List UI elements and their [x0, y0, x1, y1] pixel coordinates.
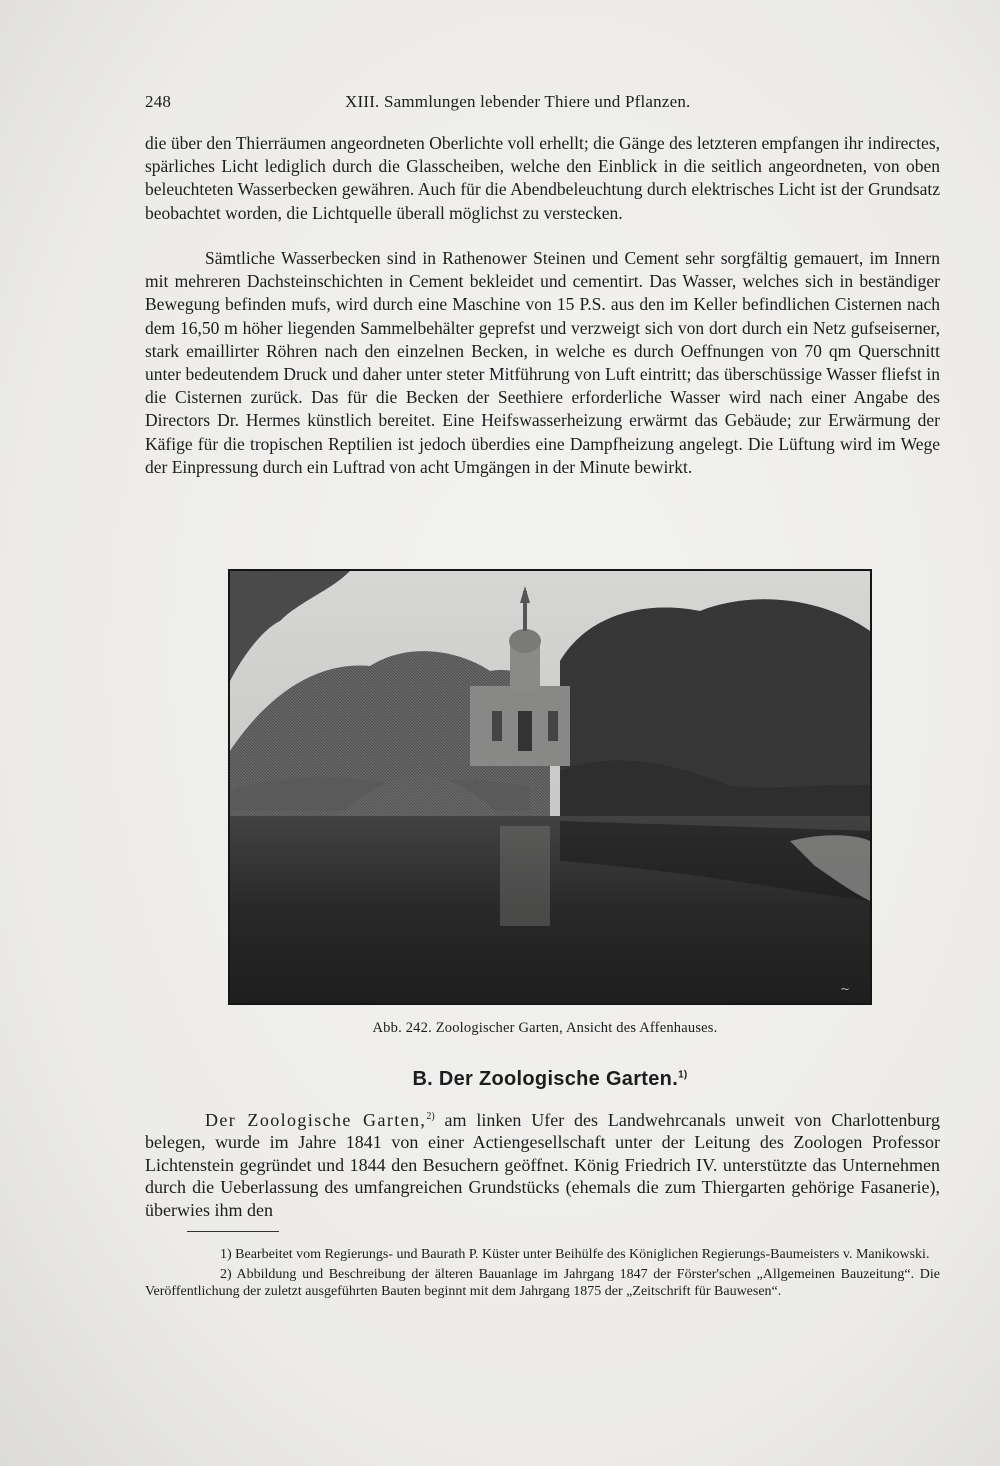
building-reflection	[500, 826, 550, 926]
paragraph-lead: Der Zoologische Garten,	[205, 1110, 427, 1130]
body-paragraph-1	[145, 132, 940, 225]
page-number: 248	[145, 92, 172, 111]
footnote-1: 1) Bearbeitet vom Regierungs- und Baurath P. Küster unter Beihülfe des Königlichen Regierungs-Baumeisters v. Manikowski.	[220, 1247, 930, 1262]
paragraph-text: Sämtliche Wasserbecken sind in Rathenower Steinen und Cement sehr sorgfältig gemauert, im Innern mit mehreren Dachsteinschichten in Cement bekleidet und cementirt. Das Wasser, welches sich in beständiger Bewegung befinden mufs, wird durch eine Maschine von 15 P.S. aus den im Keller befindlichen Cisternen nach dem 16,50 m höher liegenden Sammelbehälter geprefst und verzweigt sich von dort durch ein Netz gufseiserner, stark emaillirter Röhren nach den einzelnen Becken, in welche es durch Oeffnungen von 70 qm Querschnitt unter bedeutendem Druck und daher unter steter Mitführung von Luft eintritt; das überschüssige Wasser fliefst in die Cisternen zurück. Das für die Becken der Seethiere erforderliche Wasser wird nach einer Angabe des Directors Dr. Hermes künstlich bereitet. Eine Heifswasserheizung erwärmt das Gebäude; zur Erwärmung der Käfige für die tropischen Reptilien ist jedoch überdies eine Dampfheizung angelegt. Die Lüftung wird im Wege der Einpressung durch ein Luftrad von acht Umgängen in der Minute bewirkt.	[145, 248, 940, 477]
heading-footnote-mark: 1)	[678, 1069, 688, 1081]
footnote-mark: 2)	[426, 1111, 435, 1122]
running-title: XIII. Sammlungen lebender Thiere und Pflanzen.	[345, 92, 691, 111]
figure-caption: Abb. 242. Zoologischer Garten, Ansicht des Affenhauses.	[372, 1020, 718, 1036]
footnotes	[145, 1246, 940, 1303]
monkey-house-engraving	[230, 571, 870, 1003]
paragraph-body: am linken Ufer des Landwehrcanals unweit von Charlottenburg belegen, wurde im Jahre 1841 von einer Actiengesellschaft unter der Leitung des Zoologen Professor Lichtenstein gegründet und 1844 den Besuchern geöffnet. König Friedrich IV. unterstützte das Unternehmen durch die Ueberlassung des umfangreichen Grundstücks (ehemals die zum Thiergarten gehörige Fasanerie), überwies ihm den	[145, 1110, 940, 1220]
engraver-signature: ~	[839, 982, 850, 996]
footnote-rule	[187, 1231, 279, 1232]
paragraph-text: die über den Thierräumen angeordneten Oberlichte voll erhellt; die Gänge des letzteren empfangen ihr indirectes, spärliches Licht lediglich durch die Glasscheiben, welche den Einblick in die seitlich angeordneten, von oben beleuchteten Wasserbecken gewähren. Auch für die Abendbeleuchtung durch elektrisches Licht ist der Grundsatz beobachtet worden, die Lichtquelle überall möglichst zu verstecken.	[145, 133, 940, 223]
section-title: B. Der Zoologische Garten.	[412, 1068, 679, 1090]
footnote-2: 2) Abbildung und Beschreibung der älteren Bauanlage im Jahrgang 1847 der Förster'schen „Allgemeinen Bauzeitung“. Die Veröffentlichung der zuletzt ausgeführten Bauten beginnt mit dem Jahrgang 1875 der „Zeitschrift für Bauwesen“.	[145, 1266, 940, 1299]
body-paragraph-2	[145, 247, 940, 479]
body-paragraph-3	[145, 1106, 940, 1221]
section-heading	[0, 1068, 1000, 1091]
running-header	[145, 92, 940, 116]
paragraph-text	[145, 1106, 940, 1221]
engraving-illustration	[228, 569, 872, 1005]
